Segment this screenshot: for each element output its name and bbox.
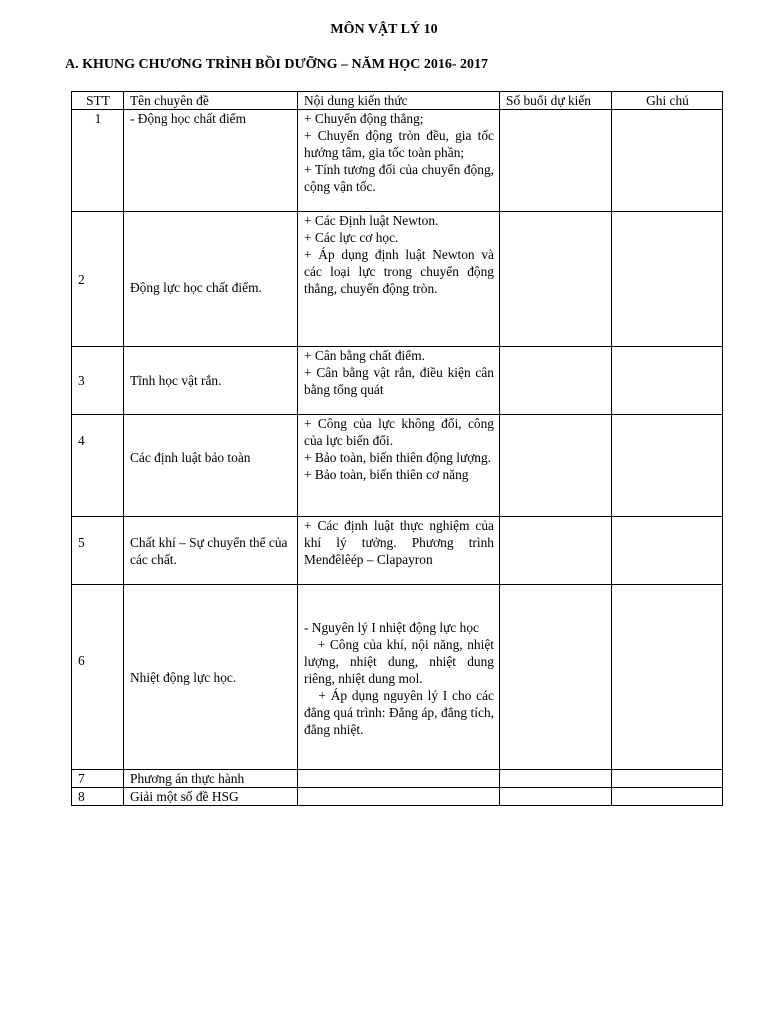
row-stt: 7: [72, 770, 124, 788]
row-stt: 5: [72, 517, 124, 585]
content-line: + Áp dụng nguyên lý I cho các đẳng quá trình: Đẳng áp, đẳng tích, đẳng nhiệt.: [304, 688, 498, 737]
row-notes: [612, 347, 723, 415]
table-row: [72, 770, 723, 788]
row-stt: 1: [72, 110, 124, 212]
content-line: + Bảo toàn, biến thiên động lượng.: [304, 450, 492, 465]
row-topic: Các định luật bảo toàn: [124, 415, 298, 517]
row-sessions: [500, 788, 612, 806]
content-line: + Cân bằng chất điểm.: [304, 348, 425, 363]
row-topic: Tĩnh học vật rắn.: [124, 347, 298, 415]
table-row: [72, 415, 723, 517]
row-notes: [612, 212, 723, 347]
content-line: + Các lực cơ học.: [304, 230, 399, 245]
row-notes: [612, 585, 723, 770]
row-sessions: [500, 110, 612, 212]
row-topic: Giải một số đề HSG: [124, 788, 298, 806]
table-row: [72, 212, 723, 347]
row-stt: 2: [72, 212, 124, 347]
row-sessions: [500, 770, 612, 788]
row-notes: [612, 788, 723, 806]
row-stt: 8: [72, 788, 124, 806]
row-sessions: [500, 517, 612, 585]
row-topic: Động lực học chất điểm.: [124, 212, 298, 347]
content-line: + Tính tương đối của chuyển động, cộng vận tốc.: [304, 162, 494, 194]
row-notes: [612, 770, 723, 788]
row-notes: [612, 415, 723, 517]
row-topic: Nhiệt động lực học.: [124, 585, 298, 770]
content-line: + Cân bằng vật rắn, điều kiện cân bằng tổng quát: [304, 365, 494, 397]
header-sessions: Số buổi dự kiến: [500, 92, 612, 110]
row-content: [298, 770, 500, 788]
table-header-row: [72, 92, 723, 110]
curriculum-table: [71, 91, 723, 806]
row-content: [298, 517, 500, 585]
content-line: + Bảo toàn, biến thiên cơ năng: [304, 467, 469, 482]
header-topic: Tên chuyên đề: [124, 92, 298, 110]
content-line: - Nguyên lý I nhiệt động lực học: [304, 620, 479, 635]
section-heading: A. KHUNG CHƯƠNG TRÌNH BỒI DƯỠNG – NĂM HỌC 2016- 2017: [65, 57, 488, 72]
row-sessions: [500, 212, 612, 347]
content-line: + Áp dụng định luật Newton và các loại lực trong chuyển động thẳng, chuyển động tròn.: [304, 247, 494, 296]
content-line: + Chuyển động tròn đều, gia tốc hướng tâm, gia tốc toàn phần;: [304, 128, 494, 160]
row-content: [298, 110, 500, 212]
row-topic: Phương án thực hành: [124, 770, 298, 788]
content-line: + Công của lực không đổi, công của lực biến đổi.: [304, 416, 494, 448]
header-notes: Ghi chú: [612, 92, 723, 110]
row-notes: [612, 517, 723, 585]
row-notes: [612, 110, 723, 212]
row-stt: 3: [72, 347, 124, 415]
table-row: [72, 788, 723, 806]
row-content: [298, 585, 500, 770]
row-sessions: [500, 585, 612, 770]
row-topic: - Động học chất điểm: [124, 110, 298, 212]
row-sessions: [500, 347, 612, 415]
table-row: [72, 347, 723, 415]
row-sessions: [500, 415, 612, 517]
content-line: + Chuyển động thẳng;: [304, 111, 424, 126]
table-row: [72, 585, 723, 770]
row-content: [298, 212, 500, 347]
content-line: + Các định luật thực nghiệm của khí lý tưởng. Phương trình Menđêlêép – Clapayron: [304, 518, 494, 567]
document-title: MÔN VẬT LÝ 10: [330, 22, 438, 37]
row-content: [298, 415, 500, 517]
row-topic: Chất khí – Sự chuyển thể của các chất.: [124, 517, 298, 585]
row-content: [298, 788, 500, 806]
row-stt: 4: [72, 415, 124, 517]
row-content: [298, 347, 500, 415]
table-row: [72, 517, 723, 585]
table-row: [72, 110, 723, 212]
content-line: + Công của khí, nội năng, nhiệt lượng, nhiệt dung, nhiệt dung riêng, nhiệt dung mol.: [304, 637, 498, 686]
header-stt: STT: [72, 92, 124, 110]
content-line: + Các Định luật Newton.: [304, 213, 439, 228]
header-content: Nội dung kiến thức: [298, 92, 500, 110]
row-stt: 6: [72, 585, 124, 770]
